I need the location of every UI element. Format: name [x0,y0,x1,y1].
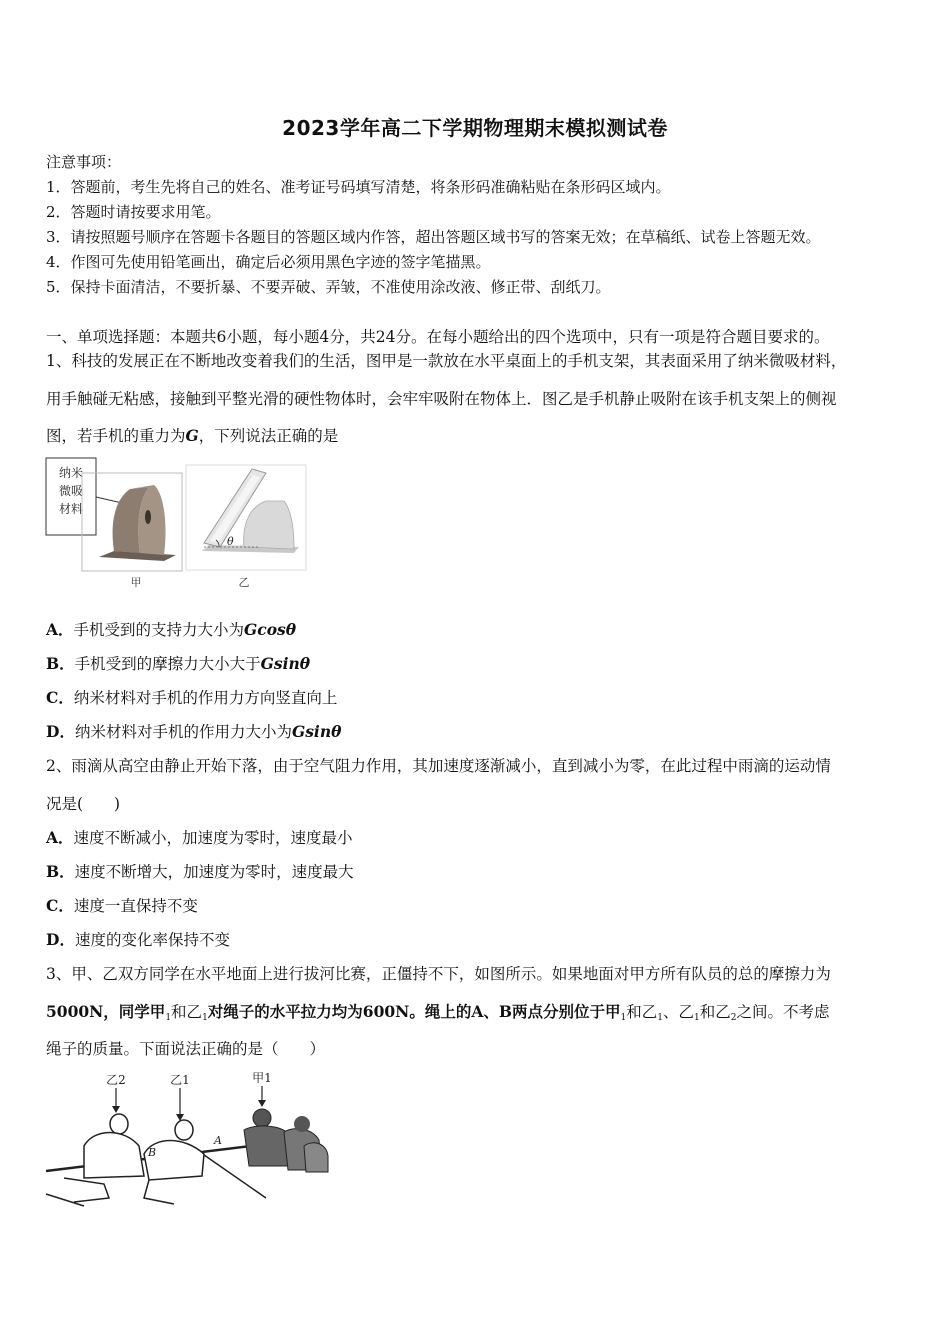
q2-option-a: A．速度不断减小，加速度为零时，速度最小 [46,828,353,847]
q2-line-2: 况是( ) [46,795,121,813]
notice-heading: 注意事项： [46,153,122,171]
q1-option-d: D．纳米材料对手机的作用力大小为Gsinθ [46,722,342,741]
point-b: B [148,1146,157,1159]
theta-label: θ [227,535,234,548]
caption-yi: 乙 [238,576,250,589]
q1-option-c: C．纳米材料对手机的作用力方向竖直向上 [46,688,338,707]
label-box-line-3: 材料 [58,502,84,516]
q3-line-1: 3、甲、乙双方同学在水平地面上进行拔河比赛，正僵持不下，如图所示。如果地面对甲方所有队员的总的摩擦力为 [46,965,831,983]
caption-jia: 甲 [130,576,142,589]
q2-option-d: D．速度的变化率保持不变 [46,930,230,949]
notice-item-5: 5．保持卡面清洁，不要折暴、不要弄破、弄皱，不准使用涂改液、修正带、刮纸刀。 [46,278,611,296]
q3-line-3: 绳子的质量。下面说法正确的是（ ） [46,1040,326,1058]
notice-item-2: 2．答题时请按要求用笔。 [46,203,221,221]
label-yi2: 乙2 [106,1073,126,1087]
q1-line-3: 图，若手机的重力为G，下列说法正确的是 [46,426,339,445]
q1-option-b: B．手机受到的摩擦力大小大于Gsinθ [46,654,311,673]
notice-item-1: 1．答题前，考生先将自己的姓名、准考证号码填写清楚，将条形码准确粘贴在条形码区域内。 [46,178,671,196]
q2-option-b: B．速度不断增大，加速度为零时，速度最大 [46,862,354,881]
q3-figure [44,1066,329,1211]
label-box-line-1: 纳米 [58,466,84,480]
q2-option-c: C．速度一直保持不变 [46,896,198,915]
notice-item-4: 4．作图可先使用铅笔画出，确定后必须用黑色字迹的签字笔描黑。 [46,253,491,271]
point-a: A [214,1134,222,1147]
q1-option-a: A．手机受到的支持力大小为Gcosθ [46,620,297,639]
label-box-line-2: 微吸 [58,484,84,498]
person-yi2 [84,1133,144,1179]
page-title: 2023学年高二下学期物理期末模拟测试卷 [282,116,668,140]
label-jia1: 甲1 [252,1071,272,1085]
q2-line-1: 2、雨滴从高空由静止开始下落，由于空气阻力作用，其加速度逐渐减小，直到减小为零，在此过程中雨滴的运动情 [46,757,831,775]
label-yi1: 乙1 [170,1073,190,1087]
q1-line-2: 用手触碰无粘感，接触到平整光滑的硬性物体时，会牢牢吸附在物体上．图乙是手机静止吸附在该手机支架上的侧视 [46,390,837,408]
q1-line-1: 1、科技的发展正在不断地改变着我们的生活，图甲是一款放在水平桌面上的手机支架，其表面采用了纳米微吸材料， [46,352,847,370]
section-heading: 一、单项选择题：本题共6小题，每小题4分，共24分。在每小题给出的四个选项中，只有一项是符合题目要求的。 [46,328,830,346]
notice-item-3: 3．请按照题号顺序在答题卡各题目的答题区域内作答，超出答题区域书写的答案无效；在草稿纸、试卷上答题无效。 [46,228,821,246]
q1-figure [44,455,309,595]
q3-line-2: 5000N，同学甲$_1$和乙$_1$对绳子的水平拉力均为600N。绳上的A、B两点分别位于甲$_1$和乙$_1$、乙$_1$和乙$_2$之间。不考虑 [46,1002,830,1023]
